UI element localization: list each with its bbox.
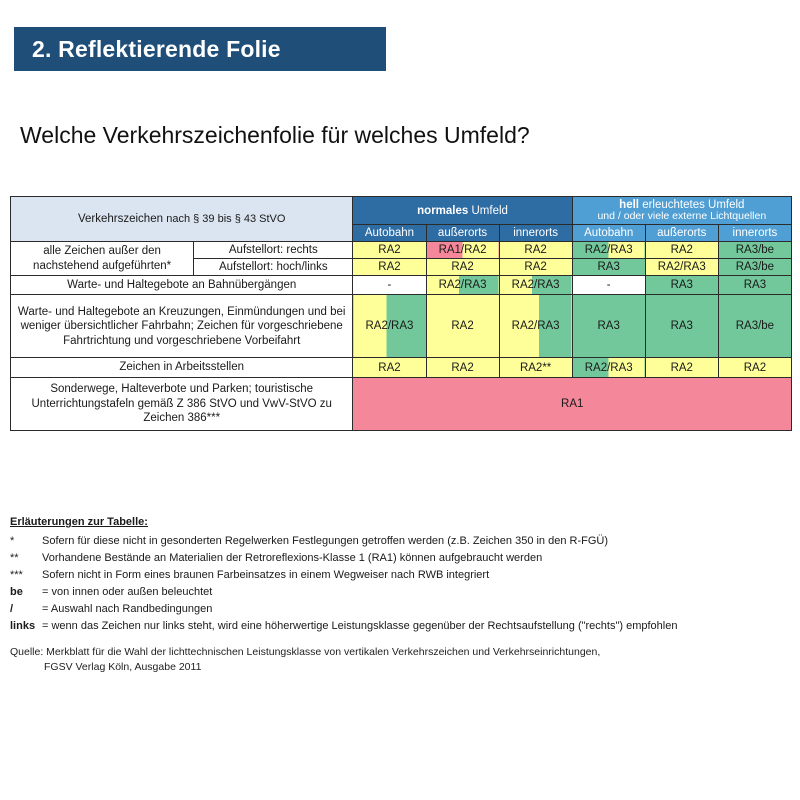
note-item [10,551,790,567]
group-hell-rest: erleuchtetes Umfeld [642,199,745,211]
column-header-autobahn-normal: Autobahn [353,225,426,242]
cell-value: RA3/be [718,242,791,259]
note-text: Sofern für diese nicht in gesonderten Regelwerken Festlegungen getroffen werden (z.B. Zeichen 350 in den R-FGÜ) [42,534,609,547]
column-header-innerorts-normal: innerorts [499,225,572,242]
cell-value: RA2 [499,259,572,276]
note-text: = wenn das Zeichen nur links steht, wird eine höherwertige Leistungsklasse gegenüber der Rechtsaufstellung ("rechts") empfohlen [42,619,678,632]
cell-value: RA2 [426,295,499,358]
note-marker: links [10,619,36,632]
cell-value: RA2 [718,358,791,377]
page-title: 2. Reflektierende Folie [32,35,281,62]
cell-value: RA2 [426,259,499,276]
note-text: = Auswahl nach Randbedingungen [42,602,213,615]
cell-value: RA3 [718,276,791,295]
row-sublabel: Aufstellort: rechts [194,242,353,259]
group-hell-note: und / oder viele externe Lichtquellen [597,210,767,223]
column-header-ausserorts-normal: außerorts [426,225,499,242]
cell-value: RA2 [353,358,426,377]
subheading: Welche Verkehrszeichenfolie für welches Umfeld? [20,122,530,148]
cell-value: RA2/RA3 [499,276,572,295]
column-header-ausserorts-hell: außerorts [645,225,718,242]
cell-value: RA3/be [718,259,791,276]
column-header-autobahn-hell: Autobahn [572,225,645,242]
note-text: Sofern nicht in Form eines braunen Farbeinsatzes in einem Wegweiser nach RWB integriert [42,568,490,581]
source-line-2: FGSV Verlag Köln, Ausgabe 2011 [44,661,202,674]
note-item [10,602,790,618]
cell-value: RA2** [499,358,572,377]
note-item [10,568,790,584]
note-marker: * [10,534,15,547]
corner-main: Verkehrszeichen [77,213,163,226]
cell-value: RA2 [353,242,426,259]
cell-value: - [353,276,426,295]
cell-value: RA1/RA2 [426,242,499,259]
notes-section [10,515,790,636]
source-citation [10,645,600,675]
cell-value: RA3 [645,295,718,358]
cell-value: RA2/RA3 [499,295,572,358]
table-row [11,295,792,358]
table-row [11,242,792,259]
note-item [10,534,790,550]
row-label: alle Zeichen außer den nachstehend aufgeführten* [11,242,194,276]
cell-value: RA3/be [718,295,791,358]
table-corner-header [11,197,353,242]
table-row [11,276,792,295]
source-line-1: Quelle: Merkblatt für die Wahl der lichttechnischen Leistungsklasse von vertikalen Verkehrszeichen und Verkehrseinrichtungen, [10,646,601,658]
header-banner [14,27,386,71]
cell-value: RA2 [426,358,499,377]
row-label: Warte- und Haltegebote an Kreuzungen, Einmündungen und bei weniger übersichtlicher Fahrbahn; Zeichen für vorgeschriebene Fahrtrichtung und vorgeschriebene Vorbeifahrt [11,295,353,358]
group-normal-rest: Umfeld [471,204,508,217]
cell-value: RA2/RA3 [645,259,718,276]
cell-value: RA3 [572,295,645,358]
table-row [11,358,792,377]
cell-value: RA2/RA3 [426,276,499,295]
cell-value-span: RA1 [353,377,792,430]
note-item [10,585,790,601]
note-marker: / [10,602,14,615]
cell-value: RA2 [499,242,572,259]
group-header-hell [572,197,791,225]
cell-value: RA2/RA3 [572,358,645,377]
cell-value: RA3 [645,276,718,295]
table-row [11,377,792,430]
group-normal-strong: normales [417,204,469,217]
row-sublabel: Aufstellort: hoch/links [194,259,353,276]
folie-matrix-table [10,196,792,431]
cell-value: RA2/RA3 [353,295,426,358]
cell-value: RA2 [645,242,718,259]
notes-heading: Erläuterungen zur Tabelle: [10,516,148,528]
row-label: Sonderwege, Halteverbote und Parken; touristische Unterrichtungstafeln gemäß Z 386 StVO und VwV-StVO zu Zeichen 386*** [11,377,353,430]
group-header-normal [353,197,572,225]
cell-value: RA2 [645,358,718,377]
table-group-header-row [11,197,792,225]
row-label: Warte- und Haltegebote an Bahnübergängen [11,276,353,295]
note-text: = von innen oder außen beleuchtet [42,585,213,598]
note-item [10,619,790,635]
corner-sub: nach § 39 bis § 43 StVO [166,213,286,226]
cell-value: - [572,276,645,295]
cell-value: RA2 [353,259,426,276]
row-label: Zeichen in Arbeitsstellen [11,358,353,377]
note-marker: be [10,585,23,598]
note-marker: ** [10,551,19,564]
note-marker: *** [10,568,23,581]
cell-value: RA2/RA3 [572,242,645,259]
group-hell-strong: hell [619,199,639,211]
column-header-innerorts-hell: innerorts [718,225,791,242]
cell-value: RA3 [572,259,645,276]
note-text: Vorhandene Bestände an Materialien der Retroreflexions-Klasse 1 (RA1) können aufgebraucht werden [42,551,543,564]
